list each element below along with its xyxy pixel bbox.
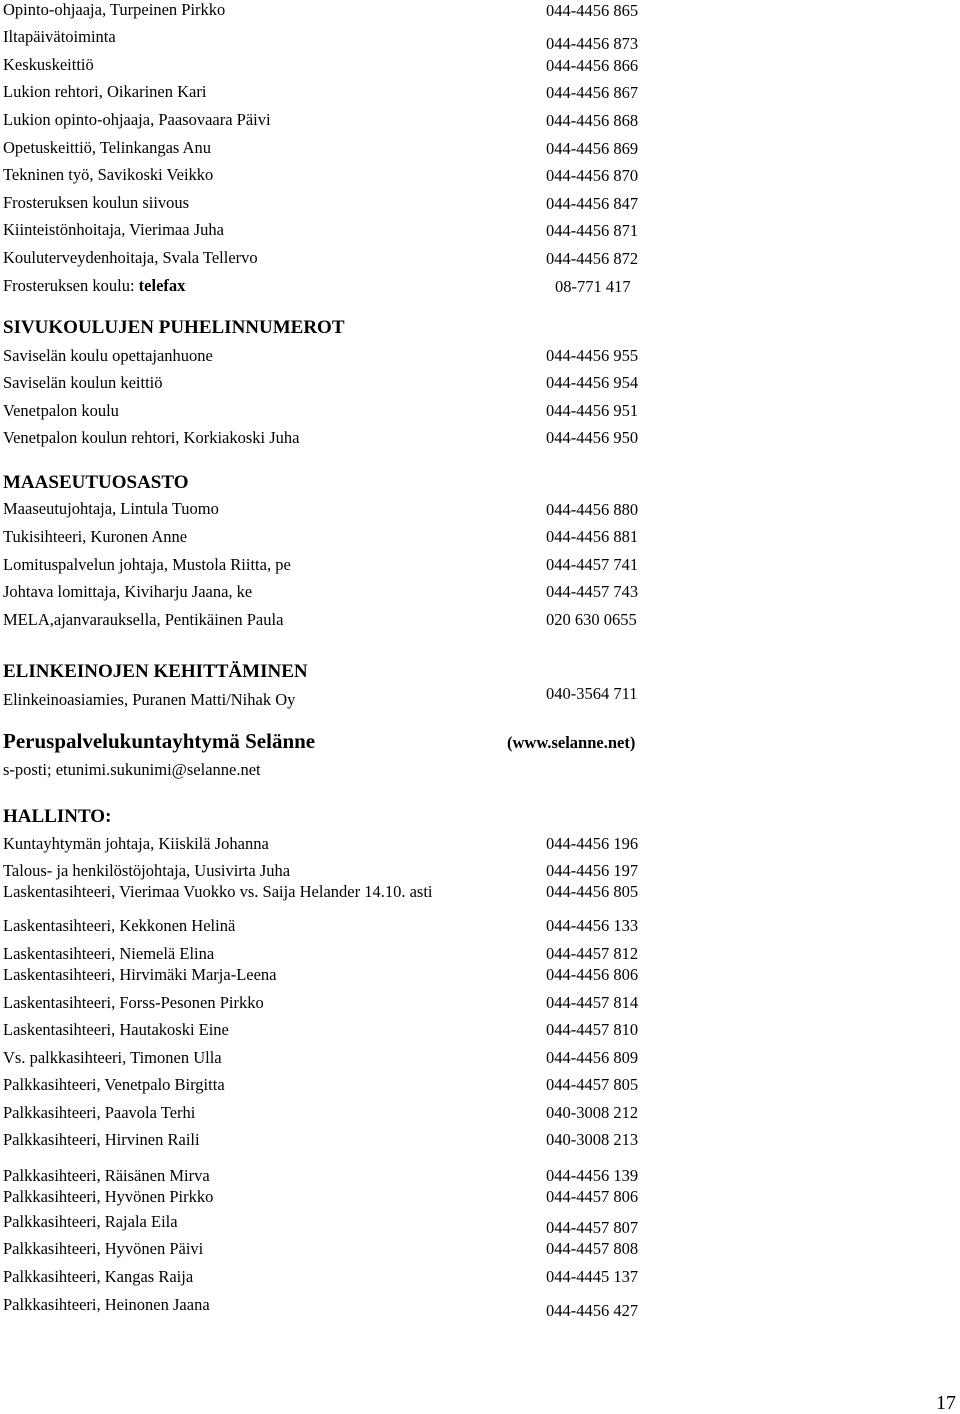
entry-name: Johtava lomittaja, Kiviharju Jaana, ke	[3, 582, 253, 601]
entry-phone: 044-4456 870	[546, 166, 639, 185]
entry-name: Lukion rehtori, Oikarinen Kari	[3, 82, 207, 101]
entry-name: Opetuskeittiö, Telinkangas Anu	[3, 138, 211, 157]
entry-phone: 040-3008 212	[546, 1103, 639, 1122]
entry-name: Palkkasihteeri, Hyvönen Päivi	[3, 1239, 204, 1258]
entry-phone: 044-4457 807	[546, 1218, 639, 1237]
entry-name: Opinto-ohjaaja, Turpeinen Pirkko	[3, 0, 226, 19]
entry-name: MELA,ajanvarauksella, Pentikäinen Paula	[3, 610, 284, 629]
entry-name: Frosteruksen koulun siivous	[3, 193, 190, 212]
entry-phone: 044-4457 743	[546, 582, 639, 601]
entry-name: Palkkasihteeri, Rajala Eila	[3, 1212, 178, 1231]
entry-name: Palkkasihteeri, Venetpalo Birgitta	[3, 1075, 225, 1094]
entry-name: Laskentasihteeri, Hautakoski Eine	[3, 1020, 229, 1039]
entry-phone: 044-4456 866	[546, 56, 639, 75]
entry-name: Maaseutujohtaja, Lintula Tuomo	[3, 499, 219, 518]
entry-phone: 044-4456 954	[546, 373, 639, 392]
entry-phone: 044-4457 814	[546, 993, 639, 1012]
entry-phone: 044-4456 872	[546, 249, 639, 268]
telefax-line	[3, 276, 185, 296]
entry-phone: 044-4457 741	[546, 555, 639, 574]
entry-phone: 044-4456 806	[546, 965, 639, 984]
entry-name: Palkkasihteeri, Hirvinen Raili	[3, 1130, 200, 1149]
entry-name: Lomituspalvelun johtaja, Mustola Riitta, pe	[3, 555, 291, 574]
entry-name: Kuntayhtymän johtaja, Kiiskilä Johanna	[3, 834, 269, 853]
entry-name: Venetpalon koulu	[3, 401, 119, 420]
organization-title: Peruspalvelukuntayhtymä Selänne	[3, 729, 316, 753]
entry-name: Laskentasihteeri, Hirvimäki Marja-Leena	[3, 965, 277, 984]
section-heading: SIVUKOULUJEN PUHELINNUMEROT	[3, 317, 345, 338]
entry-phone: 044-4456 950	[546, 428, 639, 447]
entry-phone: 044-4456 196	[546, 834, 639, 853]
entry-name: Laskentasihteeri, Vierimaa Vuokko vs. Saija Helander 14.10. asti	[3, 882, 433, 901]
entry-phone: 044-4456 880	[546, 500, 639, 519]
entry-phone: 044-4457 805	[546, 1075, 639, 1094]
entry-name: Tukisihteeri, Kuronen Anne	[3, 527, 188, 546]
entry-phone: 044-4456 805	[546, 882, 639, 901]
section-heading: MAASEUTUOSASTO	[3, 472, 189, 493]
entry-phone: 044-4456 809	[546, 1048, 639, 1067]
organization-email[interactable]: s-posti; etunimi.sukunimi@selanne.net	[3, 760, 261, 779]
entry-name: Vs. palkkasihteeri, Timonen Ulla	[3, 1048, 222, 1067]
entry-phone: 040-3564 711	[546, 684, 638, 703]
entry-phone: 044-4456 955	[546, 346, 639, 365]
page-number: 17	[936, 1392, 956, 1414]
entry-phone: 044-4456 873	[546, 34, 639, 53]
entry-phone: 044-4456 427	[546, 1301, 639, 1320]
entry-phone: 044-4456 871	[546, 221, 639, 240]
organization-website[interactable]: (www.selanne.net)	[507, 733, 636, 752]
entry-name: Laskentasihteeri, Forss-Pesonen Pirkko	[3, 993, 264, 1012]
entry-name: Lukion opinto-ohjaaja, Paasovaara Päivi	[3, 110, 271, 129]
entry-name: Saviselän koulu opettajanhuone	[3, 346, 213, 365]
entry-phone: 020 630 0655	[546, 610, 637, 629]
section-heading: HALLINTO:	[3, 806, 112, 827]
entry-phone: 040-3008 213	[546, 1130, 639, 1149]
entry-name: Tekninen työ, Savikoski Veikko	[3, 165, 214, 184]
entry-name: Laskentasihteeri, Niemelä Elina	[3, 944, 215, 963]
entry-name: Palkkasihteeri, Kangas Raija	[3, 1267, 194, 1286]
entry-name: Palkkasihteeri, Paavola Terhi	[3, 1103, 196, 1122]
entry-name: Palkkasihteeri, Heinonen Jaana	[3, 1295, 210, 1314]
entry-phone: 044-4445 137	[546, 1267, 639, 1286]
entry-phone: 044-4456 197	[546, 861, 639, 880]
telefax-prefix: Frosteruksen koulu:	[3, 276, 139, 295]
entry-name: Kiinteistönhoitaja, Vierimaa Juha	[3, 220, 224, 239]
entry-phone: 044-4456 867	[546, 83, 639, 102]
entry-name: Saviselän koulun keittiö	[3, 373, 163, 392]
entry-phone: 044-4457 812	[546, 944, 639, 963]
entry-phone: 044-4456 139	[546, 1166, 639, 1185]
entry-name: Iltapäivätoiminta	[3, 27, 116, 46]
telefax-phone: 08-771 417	[555, 277, 631, 296]
entry-phone: 044-4456 881	[546, 527, 639, 546]
entry-phone: 044-4457 808	[546, 1239, 639, 1258]
entry-name: Palkkasihteeri, Räisänen Mirva	[3, 1166, 210, 1185]
entry-name: Elinkeinoasiamies, Puranen Matti/Nihak Oy	[3, 690, 296, 709]
entry-name: Keskuskeittiö	[3, 55, 94, 74]
entry-name: Talous- ja henkilöstöjohtaja, Uusivirta Juha	[3, 861, 291, 880]
entry-phone: 044-4456 951	[546, 401, 639, 420]
entry-name: Palkkasihteeri, Hyvönen Pirkko	[3, 1187, 214, 1206]
entry-phone: 044-4456 868	[546, 111, 639, 130]
entry-phone: 044-4456 847	[546, 194, 639, 213]
entry-phone: 044-4457 806	[546, 1187, 639, 1206]
entry-phone: 044-4456 869	[546, 139, 639, 158]
entry-phone: 044-4457 810	[546, 1020, 639, 1039]
telefax-label: telefax	[138, 276, 186, 295]
entry-phone: 044-4456 133	[546, 916, 639, 935]
entry-name: Venetpalon koulun rehtori, Korkiakoski Juha	[3, 428, 300, 447]
entry-phone: 044-4456 865	[546, 1, 639, 20]
section-heading: ELINKEINOJEN KEHITTÄMINEN	[3, 661, 308, 682]
entry-name: Laskentasihteeri, Kekkonen Helinä	[3, 916, 236, 935]
entry-name: Kouluterveydenhoitaja, Svala Tellervo	[3, 248, 258, 267]
